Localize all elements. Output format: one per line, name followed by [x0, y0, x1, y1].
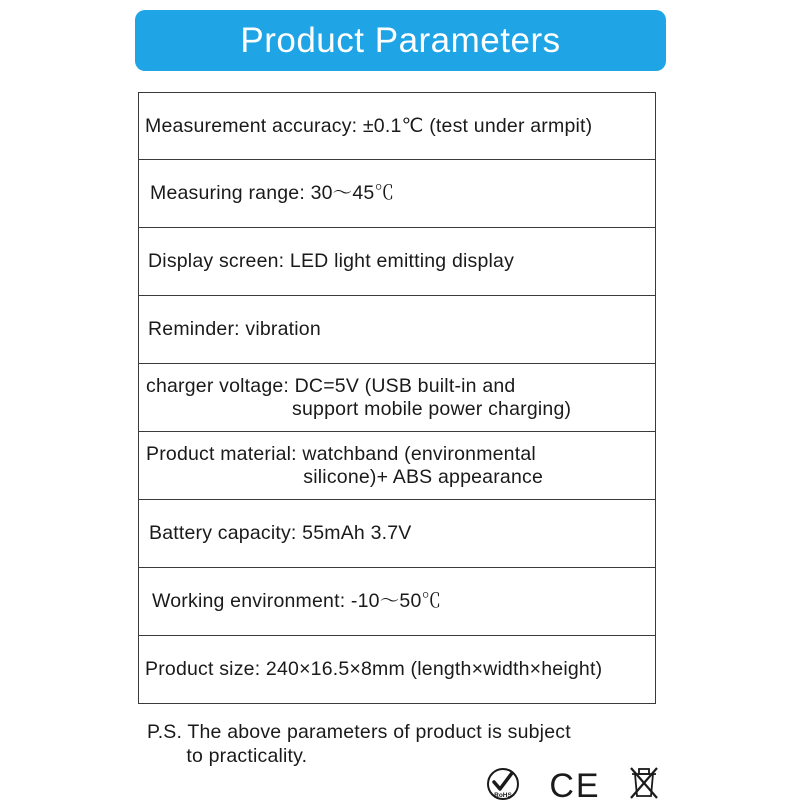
page-title: Product Parameters: [240, 20, 561, 60]
rohs-label: RoHS: [494, 792, 512, 799]
parameters-table: [138, 92, 656, 704]
param-accuracy: Measurement accuracy: ±0.1℃ (test under armpit): [145, 114, 593, 137]
table-row: [139, 228, 655, 296]
table-row: [139, 568, 655, 636]
param-environment: Working environment: -10～50℃: [152, 590, 442, 612]
table-row: [139, 432, 655, 500]
certification-logos: [485, 764, 665, 800]
table-row: [139, 364, 655, 432]
param-range: Measuring range: 30～45℃: [150, 182, 395, 204]
table-row: [139, 636, 655, 703]
title-banner: [135, 10, 666, 71]
param-display: Display screen: LED light emitting display: [148, 250, 515, 272]
param-battery: Battery capacity: 55mAh 3.7V: [149, 522, 412, 544]
table-row: [139, 296, 655, 364]
footnote: P.S. The above parameters of product is subject to practicality.: [147, 721, 571, 767]
table-row: [139, 500, 655, 568]
table-row: [139, 160, 655, 228]
ce-icon: [549, 767, 600, 800]
table-row: [139, 93, 655, 160]
ce-label: CE: [549, 767, 601, 800]
param-reminder: Reminder: vibration: [148, 318, 321, 340]
rohs-icon: [488, 769, 518, 799]
param-material: Product material: watchband (environmental silicone)+ ABS appearance: [146, 442, 543, 488]
param-size: Product size: 240×16.5×8mm (length×width×height): [145, 658, 603, 680]
param-charger: charger voltage: DC=5V (USB built-in and support mobile power charging): [146, 374, 572, 420]
weee-bin-icon: [631, 768, 657, 798]
